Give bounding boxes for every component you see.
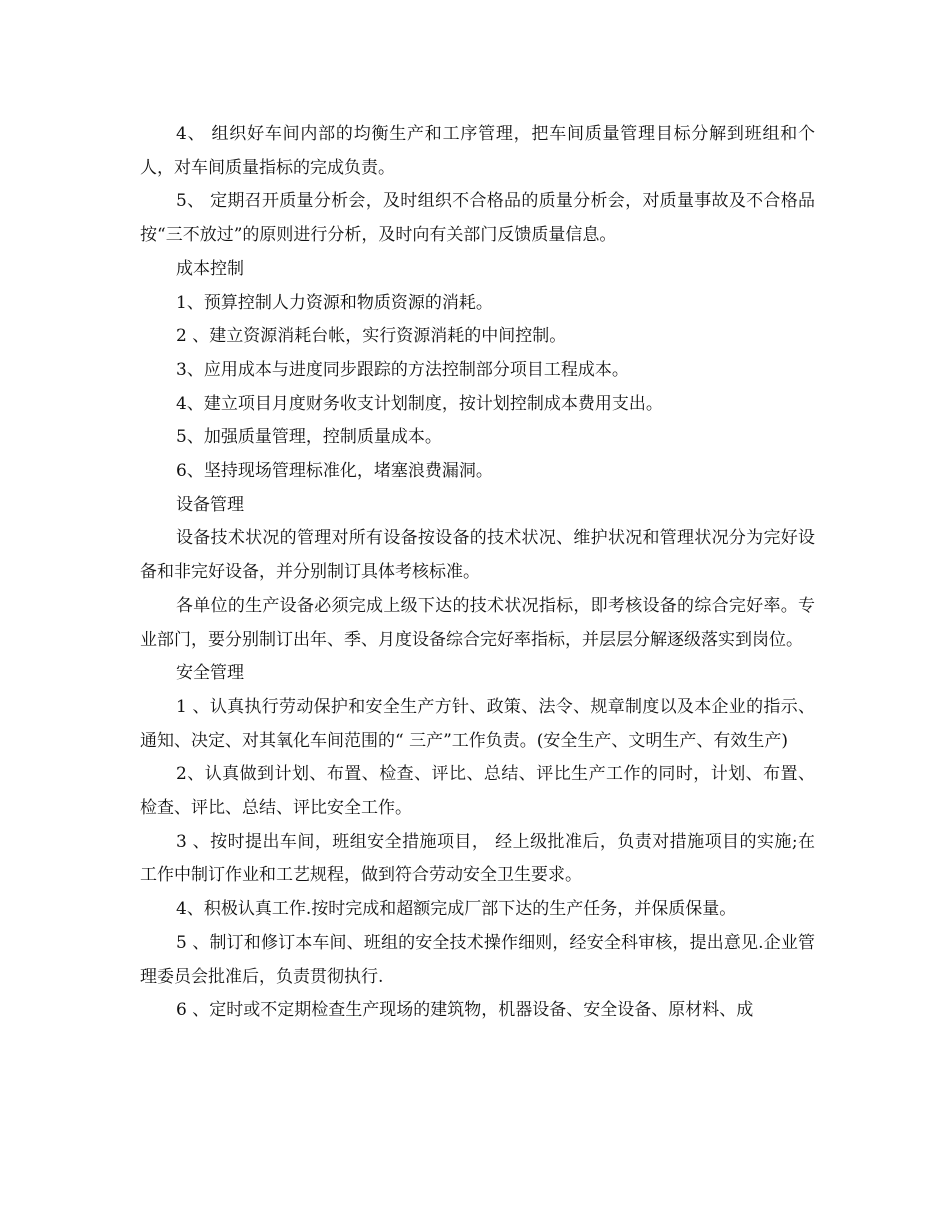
paragraph: 设备技术状况的管理对所有设备按设备的技术状况、维护状况和管理状况分为完好设备和非完好设备，并分别制订具体考核标准。: [140, 528, 815, 583]
paragraph: 5、 定期召开质量分析会，及时组织不合格品的质量分析会，对质量事故及不合格品按“三不放过”的原则进行分析，及时向有关部门反馈质量信息。: [140, 191, 815, 246]
paragraph: 4、建立项目月度财务收支计划制度，按计划控制成本费用支出。: [176, 393, 663, 414]
section-heading: 成本控制: [176, 258, 244, 279]
paragraph: 2 、建立资源消耗台帐，实行资源消耗的中间控制。: [176, 326, 567, 347]
paragraph: 1、预算控制人力资源和物质资源的消耗。: [176, 292, 493, 313]
paragraph: 5 、制订和修订本车间、班组的安全技术操作细则，经安全科审核，提出意见.企业管理委员会批准后，负责贯彻执行.: [140, 932, 815, 987]
paragraph: 6 、定时或不定期检查生产现场的建筑物，机器设备、安全设备、原材料、成: [176, 1000, 754, 1021]
paragraph: 5、加强质量管理，控制质量成本。: [176, 427, 442, 448]
paragraph: 3、应用成本与进度同步跟踪的方法控制部分项目工程成本。: [176, 359, 629, 380]
paragraph: 3 、按时提出车间，班组安全措施项目， 经上级批准后，负责对措施项目的实施;在工作中制订作业和工艺规程，做到符合劳动安全卫生要求。: [140, 831, 815, 886]
paragraph: 1 、认真执行劳动保护和安全生产方针、政策、法令、规章制度以及本企业的指示、通知、决定、对其氧化车间范围的“ 三产”工作负责。(安全生产、文明生产、有效生产): [140, 696, 815, 751]
document-body: [140, 118, 815, 1028]
section-heading: 设备管理: [176, 494, 244, 515]
paragraph: 各单位的生产设备必须完成上级下达的技术状况指标，即考核设备的综合完好率。专业部门，要分别制订出年、季、月度设备综合完好率指标，并层层分解逐级落实到岗位。: [140, 595, 815, 650]
paragraph: 2、认真做到计划、布置、检查、评比、总结、评比生产工作的同时，计划、布置、检查、评比、总结、评比安全工作。: [140, 764, 815, 819]
paragraph: 4、 组织好车间内部的均衡生产和工序管理，把车间质量管理目标分解到班组和个人，对车间质量指标的完成负责。: [140, 124, 815, 178]
section-heading: 安全管理: [176, 663, 244, 684]
paragraph: 6、坚持现场管理标准化，堵塞浪费漏洞。: [176, 461, 493, 482]
paragraph: 4、积极认真工作.按时完成和超额完成厂部下达的生产任务，并保质保量。: [176, 899, 737, 920]
